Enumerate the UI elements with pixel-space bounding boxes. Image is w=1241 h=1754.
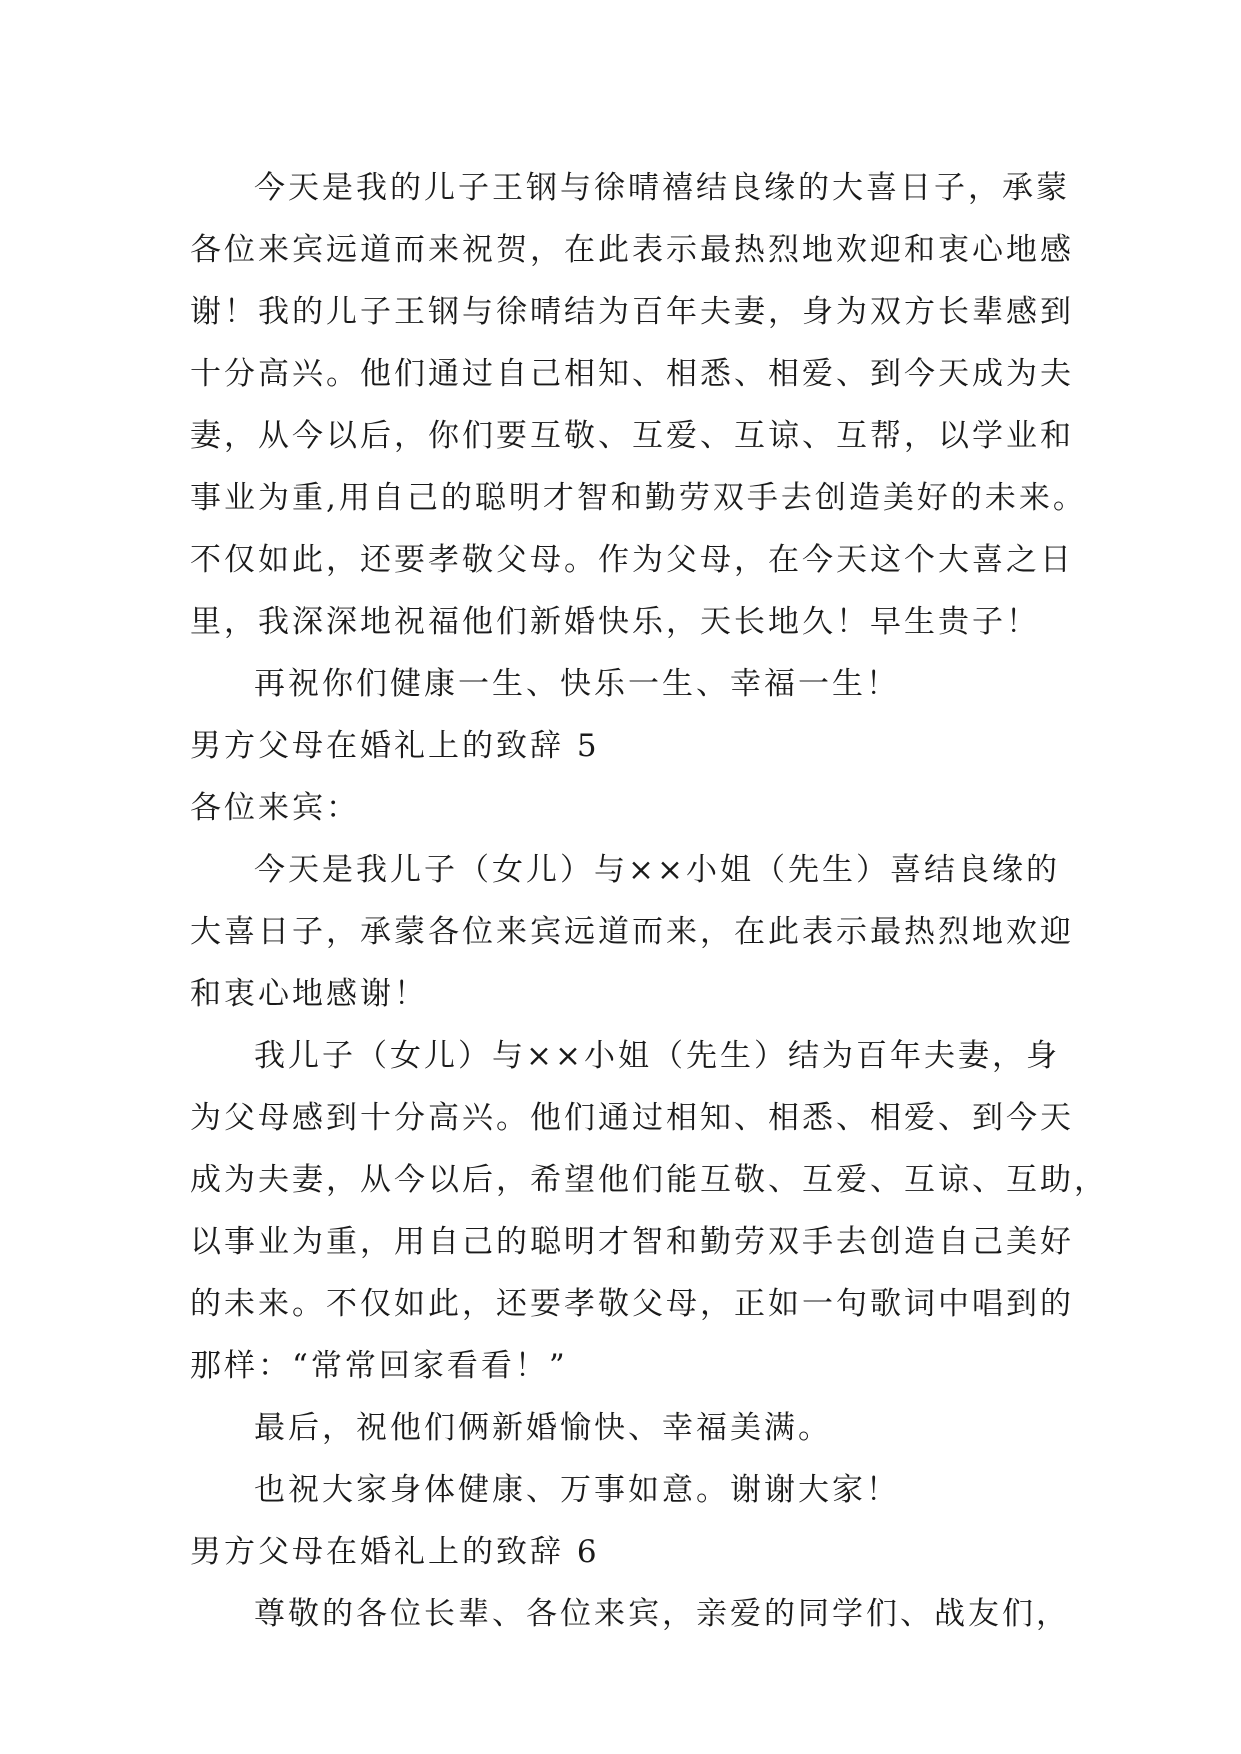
paragraph-line: 不仅如此，还要孝敬父母。作为父母，在今天这个大喜之日	[190, 542, 1074, 578]
paragraph-line: 那样：“常常回家看看！”	[190, 1348, 568, 1384]
paragraph-line: 为父母感到十分高兴。他们通过相知、相悉、相爱、到今天	[190, 1100, 1074, 1136]
paragraph-line: 也祝大家身体健康、万事如意。谢谢大家！	[254, 1472, 900, 1508]
paragraph-line: 事业为重,用自己的聪明才智和勤劳双手去创造美好的未来。	[190, 480, 1087, 516]
paragraph-line: 和衷心地感谢！	[190, 976, 428, 1012]
document-page	[190, 157, 1108, 1645]
paragraph-line: 大喜日子，承蒙各位来宾远道而来，在此表示最热烈地欢迎	[190, 914, 1074, 950]
paragraph-line: 的未来。不仅如此，还要孝敬父母，正如一句歌词中唱到的	[190, 1286, 1074, 1322]
paragraph-line: 今天是我的儿子王钢与徐晴禧结良缘的大喜日子，承蒙	[254, 170, 1070, 206]
paragraph-line: 今天是我儿子（女儿）与××小姐（先生）喜结良缘的	[254, 852, 1060, 888]
paragraph-line: 各位来宾远道而来祝贺，在此表示最热烈地欢迎和衷心地感	[190, 232, 1074, 268]
section-heading: 男方父母在婚礼上的致辞 6	[190, 1534, 600, 1570]
paragraph-line: 里，我深深地祝福他们新婚快乐，天长地久！早生贵子！	[190, 604, 1040, 640]
salutation: 尊敬的各位长辈、各位来宾，亲爱的同学们、战友们，	[254, 1596, 1070, 1632]
paragraph-line: 最后，祝他们俩新婚愉快、幸福美满。	[254, 1410, 832, 1446]
paragraph-line: 以事业为重，用自己的聪明才智和勤劳双手去创造自己美好	[190, 1224, 1074, 1260]
paragraph-line: 妻，从今以后，你们要互敬、互爱、互谅、互帮，以学业和	[190, 418, 1074, 454]
paragraph-line: 谢！我的儿子王钢与徐晴结为百年夫妻，身为双方长辈感到	[190, 294, 1074, 330]
salutation: 各位来宾：	[190, 790, 360, 826]
paragraph-line: 十分高兴。他们通过自己相知、相悉、相爱、到今天成为夫	[190, 356, 1074, 392]
paragraph-line: 再祝你们健康一生、快乐一生、幸福一生！	[254, 666, 900, 702]
paragraph-line: 我儿子（女儿）与××小姐（先生）结为百年夫妻，身	[254, 1038, 1060, 1074]
paragraph-line: 成为夫妻，从今以后，希望他们能互敬、互爱、互谅、互助，	[190, 1162, 1108, 1198]
section-heading: 男方父母在婚礼上的致辞 5	[190, 728, 600, 764]
